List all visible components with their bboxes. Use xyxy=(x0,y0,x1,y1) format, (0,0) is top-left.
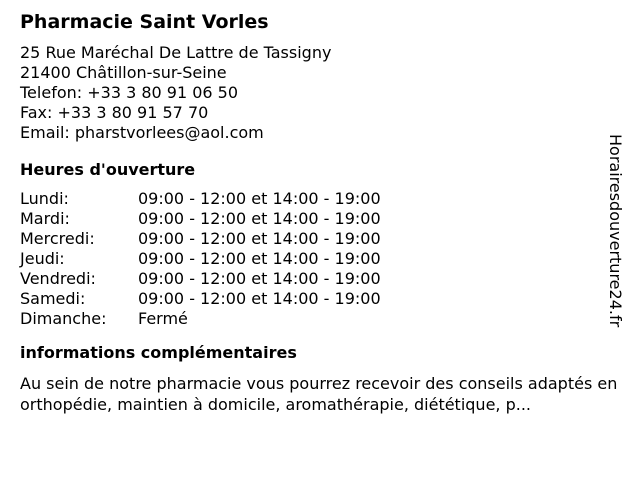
info-heading: informations complémentaires xyxy=(20,343,297,362)
hours-day: Lundi: xyxy=(20,189,69,208)
address-city: 21400 Châtillon-sur-Seine xyxy=(20,63,227,82)
hours-heading: Heures d'ouverture xyxy=(20,160,196,179)
hours-row-thursday xyxy=(20,249,625,269)
hours-row-friday xyxy=(20,269,625,289)
pharmacy-card xyxy=(20,10,625,415)
phone-line: Telefon: +33 3 80 91 06 50 xyxy=(20,83,239,102)
hours-row-tuesday xyxy=(20,209,625,229)
hours-time: 09:00 - 12:00 et 14:00 - 19:00 xyxy=(138,189,381,208)
hours-day: Mercredi: xyxy=(20,229,95,248)
hours-row-sunday xyxy=(20,309,625,329)
info-text: Au sein de notre pharmacie vous pourrez recevoir des conseils adaptés en orthopédie, maintien à domicile, aromathérapie, diététique, p... xyxy=(20,374,618,414)
hours-day: Dimanche: xyxy=(20,309,107,328)
hours-row-monday xyxy=(20,189,625,209)
hours-table xyxy=(20,189,625,329)
hours-time: 09:00 - 12:00 et 14:00 - 19:00 xyxy=(138,209,381,228)
hours-row-saturday xyxy=(20,289,625,309)
hours-day: Jeudi: xyxy=(20,249,65,268)
site-watermark: Horairesdouverture24.fr xyxy=(606,134,625,328)
contact-block xyxy=(20,43,625,143)
address-street: 25 Rue Maréchal De Lattre de Tassigny xyxy=(20,43,332,62)
hours-time: Fermé xyxy=(138,309,188,328)
fax-line: Fax: +33 3 80 91 57 70 xyxy=(20,103,209,122)
hours-day: Vendredi: xyxy=(20,269,96,288)
hours-row-wednesday xyxy=(20,229,625,249)
hours-time: 09:00 - 12:00 et 14:00 - 19:00 xyxy=(138,269,381,288)
hours-time: 09:00 - 12:00 et 14:00 - 19:00 xyxy=(138,289,381,308)
hours-day: Mardi: xyxy=(20,209,70,228)
email-line: Email: pharstvorlees@aol.com xyxy=(20,123,264,142)
hours-time: 09:00 - 12:00 et 14:00 - 19:00 xyxy=(138,249,381,268)
pharmacy-name: Pharmacie Saint Vorles xyxy=(20,11,269,33)
hours-time: 09:00 - 12:00 et 14:00 - 19:00 xyxy=(138,229,381,248)
hours-day: Samedi: xyxy=(20,289,86,308)
